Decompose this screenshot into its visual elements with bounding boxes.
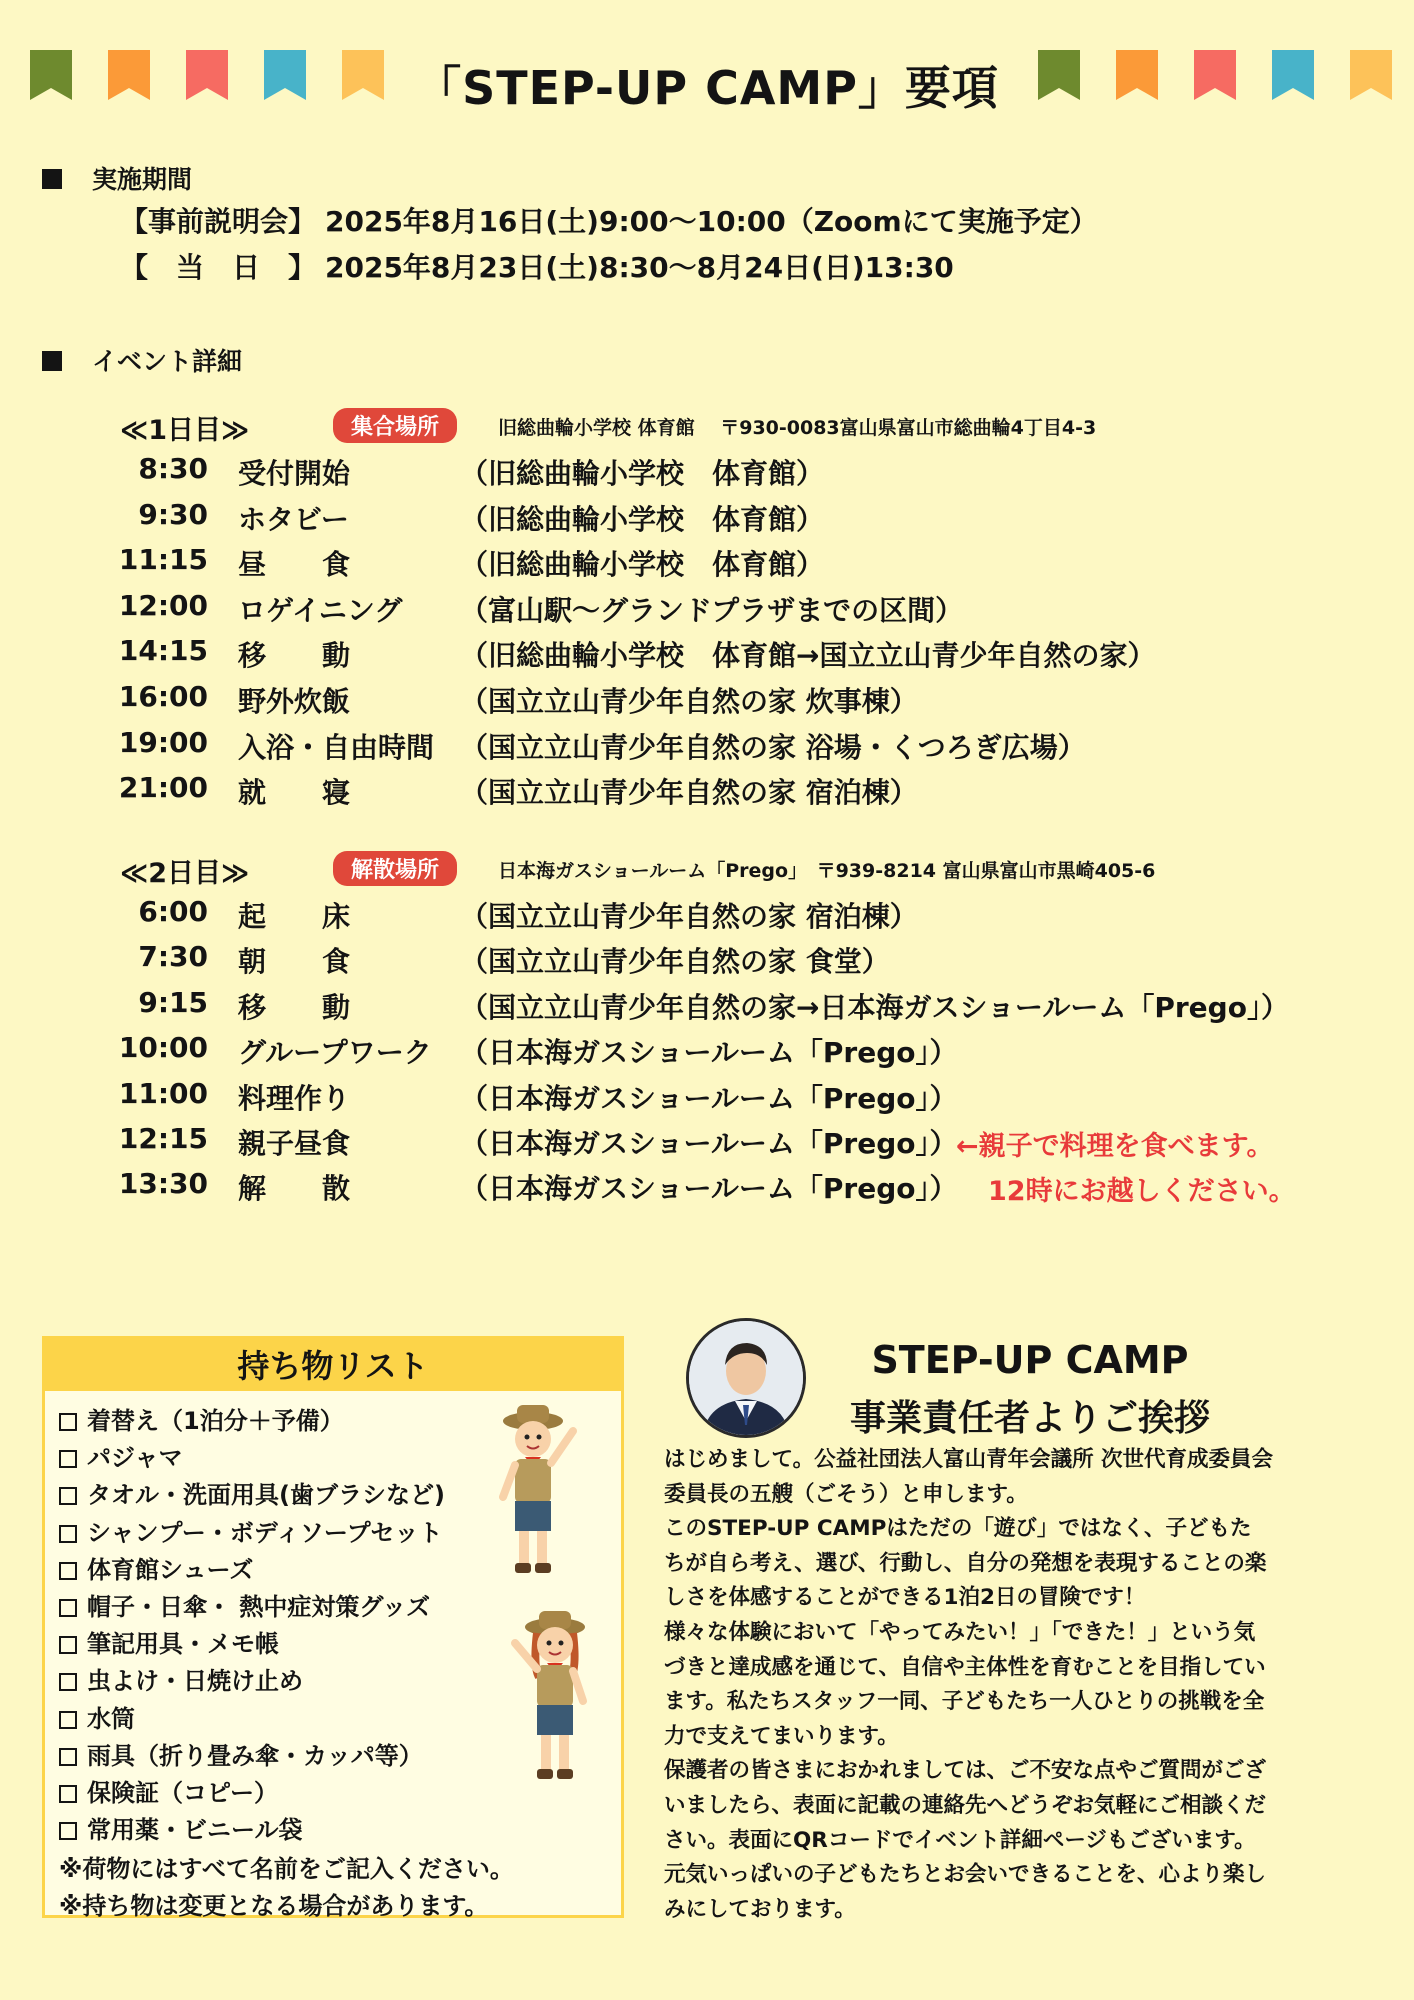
schedule-activity: 入浴・自由時間 <box>238 730 435 764</box>
schedule-time: 11:15 <box>118 543 208 577</box>
schedule-time: 10:00 <box>118 1031 208 1065</box>
scout-boy-illustration <box>487 1401 583 1591</box>
packing-item[interactable] <box>59 1513 442 1548</box>
event-day-row <box>120 246 954 286</box>
schedule-place: （日本海ガスショールーム「Prego」） <box>460 1172 958 1206</box>
packing-item[interactable] <box>59 1661 303 1696</box>
packing-item-label: 水筒 <box>87 1704 135 1733</box>
schedule-activity: 起 床 <box>238 900 351 933</box>
packing-item[interactable] <box>59 1401 344 1436</box>
checkbox-icon[interactable] <box>59 1450 77 1468</box>
packing-item-label: シャンプー・ボディソープセット <box>87 1518 443 1547</box>
schedule-activity: 解 散 <box>238 1172 351 1206</box>
schedule-time: 9:30 <box>138 497 208 531</box>
schedule-activity: 親子昼食 <box>238 1127 351 1160</box>
packing-item-label: 常用薬・ビニール袋 <box>87 1816 303 1845</box>
assembly-badge: 集合場所 <box>333 408 457 443</box>
schedule-time: 14:15 <box>118 634 208 668</box>
greeting-line: このSTEP-UP CAMPはただの「遊び」ではなく、子どもた <box>664 1516 1252 1542</box>
greeting-line: いましたら、表面に記載の連絡先へどうぞお気軽にご相談くだ <box>664 1792 1267 1818</box>
greeting-line: みにしております。 <box>664 1896 856 1922</box>
checkbox-icon[interactable] <box>59 1636 77 1654</box>
day2-label: ≪2日目≫ <box>120 858 250 889</box>
day1-label: ≪1日目≫ <box>120 415 250 446</box>
packing-item[interactable] <box>59 1438 183 1473</box>
checkbox-icon[interactable] <box>59 1711 77 1729</box>
packing-list <box>42 1336 624 1918</box>
section-heading-period <box>42 160 192 196</box>
section-heading-event <box>42 342 242 378</box>
schedule-place: （旧総曲輪小学校 体育館→国立立山青少年自然の家） <box>460 639 1156 673</box>
packing-item[interactable] <box>59 1773 278 1808</box>
packing-item-label: タオル・洗面用具(歯ブラシなど) <box>87 1481 445 1510</box>
schedule-time: 9:15 <box>138 985 208 1019</box>
schedule-activity: 野外炊飯 <box>238 685 351 718</box>
schedule-time: 7:30 <box>138 940 208 974</box>
schedule-time: 6:00 <box>138 895 208 928</box>
packing-item-label: 筆記用具・メモ帳 <box>87 1630 279 1659</box>
schedule-time: 12:15 <box>118 1122 208 1155</box>
schedule-place: （国立立山青少年自然の家 炊事棟） <box>460 685 918 718</box>
checkbox-icon[interactable] <box>59 1599 77 1617</box>
person-portrait-icon <box>689 1321 803 1435</box>
packing-item-label: 保険証（コピー） <box>87 1779 279 1807</box>
packing-item[interactable] <box>59 1699 135 1734</box>
greeting-subtitle: 事業責任者よりご挨拶 <box>849 1398 1210 1439</box>
greeting-line: 力で支えてまいります。 <box>664 1723 899 1749</box>
schedule-place: （日本海ガスショールーム「Prego」） <box>460 1127 958 1160</box>
greeting-line: 保護者の皆さまにおかれましては、ご不安な点やご質問がござ <box>664 1758 1267 1784</box>
schedule-activity: 移 動 <box>238 639 351 673</box>
dismissal-address: 日本海ガスショールーム「Prego」 〒939-8214 富山県富山市黒崎405-6 <box>498 860 1156 882</box>
schedule-place: （国立立山青少年自然の家 宿泊棟） <box>460 776 918 810</box>
schedule-place: （日本海ガスショールーム「Prego」） <box>460 1081 958 1115</box>
section-heading-text: 実施期間 <box>92 165 193 194</box>
schedule-activity: 昼 食 <box>238 548 351 582</box>
scout-girl-illustration <box>505 1607 601 1797</box>
greeting-line: さい。表面にQRコードでイベント詳細ページもございます。 <box>664 1827 1256 1853</box>
briefing-value: 2025年8月16日(土)9:00～10:00（Zoomにて実施予定） <box>325 205 1098 238</box>
packing-item[interactable] <box>59 1587 430 1622</box>
assembly-address: 旧総曲輪小学校 体育館 〒930-0083富山県富山市総曲輪4丁目4-3 <box>498 417 1097 439</box>
schedule-activity: 料理作り <box>238 1081 351 1115</box>
checkbox-icon[interactable] <box>59 1822 77 1840</box>
schedule-time: 19:00 <box>118 725 208 759</box>
packing-item[interactable] <box>59 1475 445 1510</box>
packing-item[interactable] <box>59 1550 253 1585</box>
greeting-line: 委員長の五艘（ごそう）と申します。 <box>664 1481 1028 1507</box>
packing-item[interactable] <box>59 1736 423 1771</box>
briefing-row <box>120 200 1098 240</box>
briefing-label: 【事前説明会】 <box>120 205 317 238</box>
checkbox-icon[interactable] <box>59 1785 77 1803</box>
checkbox-icon[interactable] <box>59 1413 77 1431</box>
packing-item-label: 雨具（折り畳み傘・カッパ等） <box>87 1741 423 1770</box>
schedule-place: （旧総曲輪小学校 体育館） <box>460 548 825 582</box>
schedule-activity: 朝 食 <box>238 945 351 979</box>
greeting-line: ちが自ら考え、選び、行動し、自分の発想を表現することの楽 <box>664 1550 1267 1576</box>
packing-list-title: 持ち物リスト <box>45 1339 621 1391</box>
schedule-place: （国立立山青少年自然の家 宿泊棟） <box>460 900 918 933</box>
greeting-line: ます。私たちスタッフ一同、子どもたち一人ひとりの挑戦を全 <box>664 1689 1265 1715</box>
packing-note: ※荷物にはすべて名前をご記入ください。 <box>59 1855 514 1883</box>
schedule-place: （国立立山青少年自然の家 食堂） <box>460 945 890 979</box>
schedule-place: （日本海ガスショールーム「Prego」） <box>460 1036 958 1070</box>
schedule-time: 12:00 <box>118 588 208 622</box>
schedule-place: （旧総曲輪小学校 体育館） <box>460 502 825 536</box>
packing-item-label: パジャマ <box>87 1444 183 1473</box>
page-title: 「STEP-UP CAMP」要項 <box>415 61 999 115</box>
greeting-body <box>664 1443 1384 1927</box>
checkbox-icon[interactable] <box>59 1562 77 1580</box>
schedule-activity: ロゲイニング <box>238 593 403 627</box>
lunch-note: ←親子で料理を食べます。 <box>956 1131 1274 1162</box>
greeting-line: しさを体感することができる1泊2日の冒険です！ <box>664 1585 1146 1611</box>
packing-item-label: 体育館シューズ <box>87 1555 254 1584</box>
event-day-label: 【 当 日 】 <box>120 251 317 284</box>
greeting-title: STEP-UP CAMP <box>871 1338 1189 1382</box>
greeting-line: 元気いっぱいの子どもたちとお会いできることを、心より楽し <box>664 1862 1267 1888</box>
square-bullet-icon <box>42 351 62 371</box>
schedule-activity: 受付開始 <box>238 457 351 490</box>
arrival-note: 12時にお越しください。 <box>988 1176 1296 1207</box>
dismissal-badge: 解散場所 <box>333 851 457 886</box>
greeting-line: はじめまして。公益社団法人富山青年会議所 次世代育成委員会 <box>664 1447 1274 1472</box>
schedule-place: （国立立山青少年自然の家 浴場・くつろぎ広場） <box>460 730 1086 764</box>
event-day-value: 2025年8月23日(土)8:30～8月24日(日)13:30 <box>325 251 954 284</box>
packing-item-label: 虫よけ・日焼け止め <box>87 1667 303 1696</box>
avatar <box>686 1318 806 1438</box>
checkbox-icon[interactable] <box>59 1748 77 1766</box>
schedule-activity: ホタビー <box>238 502 349 536</box>
schedule-activity: 就 寝 <box>238 776 351 810</box>
greeting-line: 様々な体験において「やってみたい！」「できた！」という気 <box>664 1619 1256 1645</box>
packing-item-label: 帽子・日傘・ 熱中症対策グッズ <box>87 1593 431 1621</box>
packing-note: ※持ち物は変更となる場合があります。 <box>59 1892 489 1920</box>
schedule-place: （富山駅～グランドプラザまでの区間） <box>460 593 964 627</box>
schedule-time: 16:00 <box>118 680 208 713</box>
greeting-line: づきと達成感を通じて、自信や主体性を育むことを目指してい <box>664 1654 1266 1680</box>
checkbox-icon[interactable] <box>59 1525 77 1543</box>
packing-item[interactable] <box>59 1810 303 1845</box>
checkbox-icon[interactable] <box>59 1673 77 1691</box>
schedule-place: （国立立山青少年自然の家→日本海ガスショールーム「Prego」） <box>460 990 1289 1024</box>
square-bullet-icon <box>42 169 62 189</box>
schedule-place: （旧総曲輪小学校 体育館） <box>460 457 825 490</box>
section-heading-text: イベント詳細 <box>92 347 243 376</box>
packing-item[interactable] <box>59 1624 279 1659</box>
checkbox-icon[interactable] <box>59 1487 77 1505</box>
schedule-time: 21:00 <box>118 771 208 805</box>
schedule-activity: 移 動 <box>238 990 351 1024</box>
schedule-activity: グループワーク <box>238 1036 432 1070</box>
schedule-time: 8:30 <box>138 452 208 485</box>
schedule-time: 13:30 <box>118 1167 208 1201</box>
schedule-time: 11:00 <box>118 1076 208 1110</box>
packing-item-label: 着替え（1泊分＋予備） <box>87 1407 344 1435</box>
